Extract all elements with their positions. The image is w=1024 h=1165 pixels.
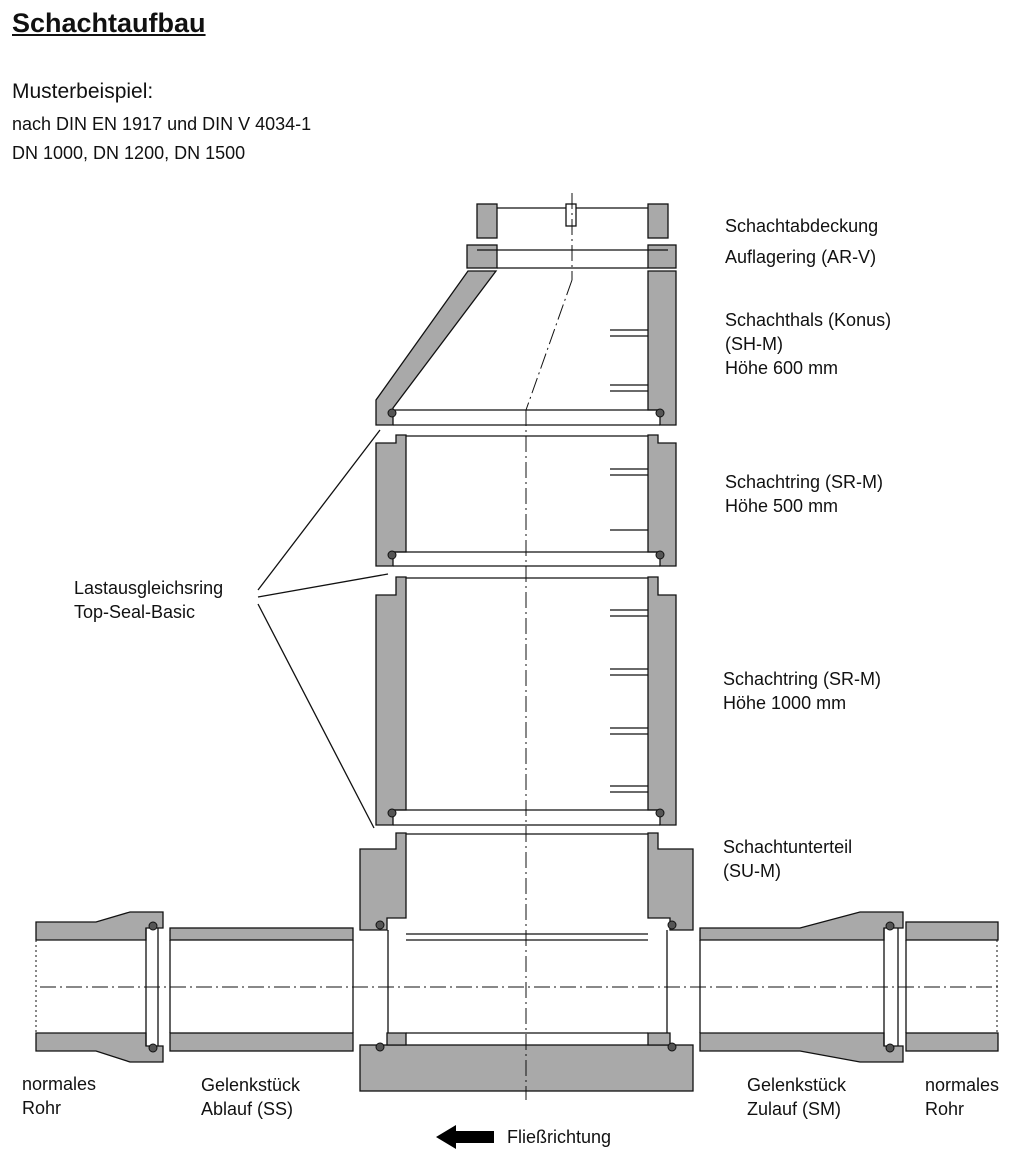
label-left-pipe-2: Rohr bbox=[22, 1098, 62, 1118]
sizes-text: DN 1000, DN 1200, DN 1500 bbox=[12, 143, 246, 163]
label-base-code: (SU-M) bbox=[723, 861, 781, 881]
arrow-left-icon bbox=[436, 1125, 494, 1149]
seal-leader-lines bbox=[258, 430, 388, 828]
label-right-pipe-2: Rohr bbox=[925, 1099, 965, 1119]
label-inlet-2: Zulauf (SM) bbox=[747, 1099, 842, 1119]
label-inlet-1: Gelenkstück bbox=[747, 1075, 847, 1095]
subtitle: Musterbeispiel: bbox=[12, 80, 154, 103]
outlet-joint-pipe bbox=[170, 928, 353, 1051]
page-title: Schachtaufbau bbox=[12, 8, 206, 38]
label-cone-code: (SH-M) bbox=[725, 334, 783, 354]
cover-part bbox=[477, 193, 668, 280]
label-support-ring: Auflagering (AR-V) bbox=[725, 247, 877, 267]
norms-text: nach DIN EN 1917 und DIN V 4034-1 bbox=[12, 114, 312, 134]
label-base-name: Schachtunterteil bbox=[723, 837, 853, 857]
flow-direction-label: Fließrichtung bbox=[507, 1127, 612, 1147]
label-seal-type: Top-Seal-Basic bbox=[74, 602, 196, 622]
label-right-pipe-1: normales bbox=[925, 1075, 1000, 1095]
cone-part bbox=[376, 271, 676, 425]
label-cone-name: Schachthals (Konus) bbox=[725, 310, 892, 330]
label-ring1000-name: Schachtring (SR-M) bbox=[723, 669, 882, 689]
label-outlet-1: Gelenkstück bbox=[201, 1075, 301, 1095]
label-ring1000-height: Höhe 1000 mm bbox=[723, 693, 847, 713]
label-cover: Schachtabdeckung bbox=[725, 216, 879, 236]
label-ring500-height: Höhe 500 mm bbox=[725, 496, 839, 516]
label-left-pipe-1: normales bbox=[22, 1074, 97, 1094]
label-cone-height: Höhe 600 mm bbox=[725, 358, 839, 378]
label-ring500-name: Schachtring (SR-M) bbox=[725, 472, 884, 492]
label-seal-name: Lastausgleichsring bbox=[74, 578, 224, 598]
label-outlet-2: Ablauf (SS) bbox=[201, 1099, 294, 1119]
